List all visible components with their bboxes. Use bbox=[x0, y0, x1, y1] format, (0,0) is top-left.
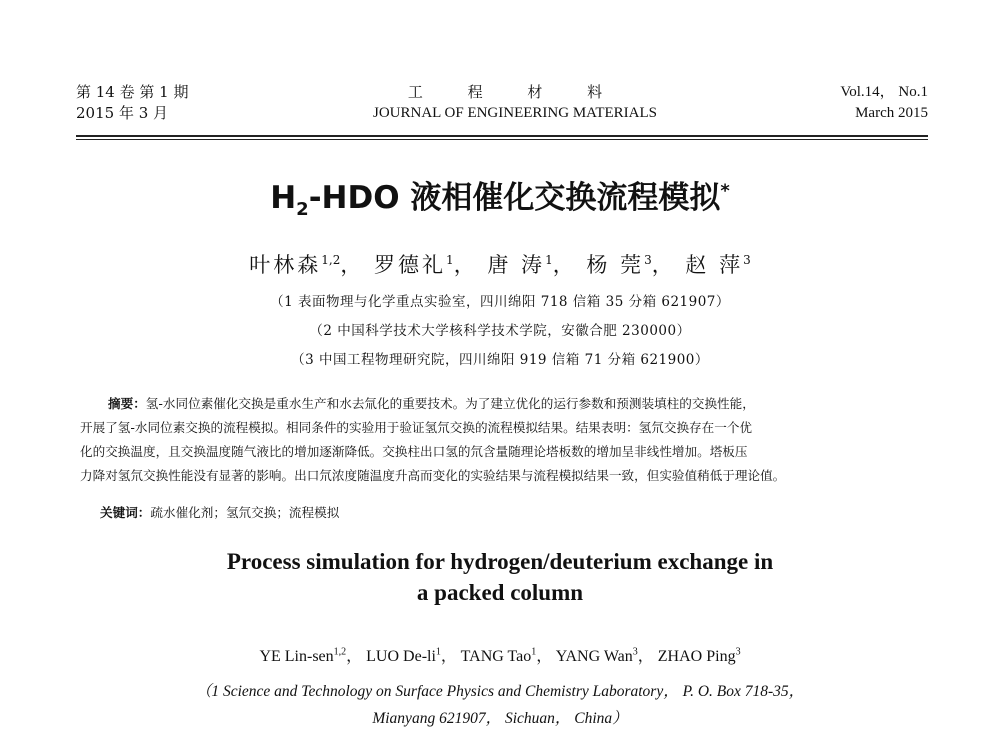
author-name-en: YANG Wan bbox=[555, 648, 633, 665]
volume-issue-en: Vol.14， No.1 bbox=[840, 84, 928, 100]
title-en-line: Process simulation for hydrogen/deuterium exchange in bbox=[226, 549, 774, 574]
date-en: March 2015 bbox=[855, 105, 928, 121]
author-name: 赵 萍 bbox=[685, 253, 744, 277]
author-name-en: YE Lin-sen bbox=[259, 648, 334, 665]
title-cn-part: H bbox=[270, 180, 297, 216]
author-name-en: ZHAO Ping bbox=[657, 648, 736, 665]
title-en-line: a packed column bbox=[416, 580, 584, 605]
paper-title-en bbox=[0, 546, 1000, 608]
author-aff: 3 bbox=[644, 253, 652, 267]
author-aff-en: 3 bbox=[632, 646, 638, 658]
journal-name-cn: 工 程 材 料 bbox=[407, 83, 623, 101]
author-name-en: LUO De-li bbox=[366, 648, 436, 665]
journal-header-left bbox=[76, 82, 188, 124]
author-list-en: YE Lin-sen$^{1,2}$， LUO $De-li^1$， TANG Tao$^1$， YANG Wan$^3$， ZHAO Ping$^3$ bbox=[259, 646, 741, 665]
header-rule-thick bbox=[76, 135, 928, 137]
abstract-line: 开展了氢-水同位素交换的流程模拟。相同条件的实验用于验证氢氘交换的流程模拟结果。结果表明：氢氘交换存在一个优 bbox=[80, 420, 753, 435]
affiliation-cn: （2 中国科学技术大学核科学技术学院，安徽合肥 230000） bbox=[309, 323, 691, 339]
author-list-cn: 叶林森$^{1,2}$， 罗德礼$^1$， 唐 涛$^1$， 杨 莞$^3$， 赵 萍$^3$ bbox=[249, 253, 751, 277]
author-name: 罗德礼 bbox=[374, 253, 447, 277]
journal-name-en: JOURNAL OF ENGINEERING MATERIALS bbox=[372, 105, 658, 121]
paper-title-cn bbox=[0, 172, 1000, 220]
author-name: 唐 涛 bbox=[487, 253, 546, 277]
keywords-text: 疏水催化剂；氢氘交换；流程模拟 bbox=[150, 505, 340, 520]
abstract-line: 力降对氢氘交换性能没有显著的影响。出口氘浓度随温度升高而变化的实验结果与流程模拟结果一致，但实验值稍低于理论值。 bbox=[80, 468, 786, 483]
author-name-en: TANG Tao bbox=[460, 648, 532, 665]
author-aff-en: 1 bbox=[435, 646, 441, 658]
author-aff: 1 bbox=[446, 253, 454, 267]
author-aff: 3 bbox=[743, 253, 751, 267]
affiliation-en: Mianyang 621907， Sichuan， China） bbox=[372, 710, 628, 727]
keywords-label: 关键词： bbox=[100, 505, 151, 520]
journal-header-center bbox=[300, 82, 730, 124]
author-name: 杨 莞 bbox=[586, 253, 645, 277]
title-cn-subscript: 2 bbox=[296, 199, 309, 221]
keywords-cn bbox=[100, 502, 339, 521]
author-name: 叶林森 bbox=[249, 253, 322, 277]
author-aff-en: 3 bbox=[735, 646, 741, 658]
affiliation-cn: （3 中国工程物理研究院，四川绵阳 919 信箱 71 分箱 621900） bbox=[291, 352, 709, 368]
header-rule-thin bbox=[76, 139, 928, 140]
journal-header-right bbox=[840, 82, 928, 124]
author-aff-en: 1 bbox=[531, 646, 537, 658]
title-cn-part: -HDO 液相催化交换流程模拟 bbox=[308, 180, 721, 216]
abstract-line bbox=[80, 392, 930, 416]
volume-issue-cn: 第 14 卷 第 1 期 bbox=[76, 83, 189, 101]
title-footnote-mark: * bbox=[720, 180, 730, 202]
author-aff: 1 bbox=[545, 253, 553, 267]
affiliation-cn: （1 表面物理与化学重点实验室，四川绵阳 718 信箱 35 分箱 621907） bbox=[270, 294, 730, 310]
affiliation-en: （1 Science and Technology on Surface Physics and Chemistry Laboratory， P. O. Box 718-35， bbox=[195, 683, 805, 700]
abstract-text: 氢-水同位素催化交换是重水生产和水去氚化的重要技术。为了建立优化的运行参数和预测装填柱的交换性能， bbox=[145, 396, 755, 411]
abstract-cn bbox=[80, 392, 930, 488]
abstract-line: 化的交换温度，且交换温度随气液比的增加逐渐降低。交换柱出口氢的氘含量随理论塔板数的增加呈非线性增加。塔板压 bbox=[80, 444, 748, 459]
author-aff-en: 1,2 bbox=[333, 646, 347, 658]
abstract-label: 摘要： bbox=[108, 396, 146, 411]
date-cn: 2015 年 3 月 bbox=[76, 104, 169, 122]
author-aff: 1,2 bbox=[321, 253, 341, 267]
